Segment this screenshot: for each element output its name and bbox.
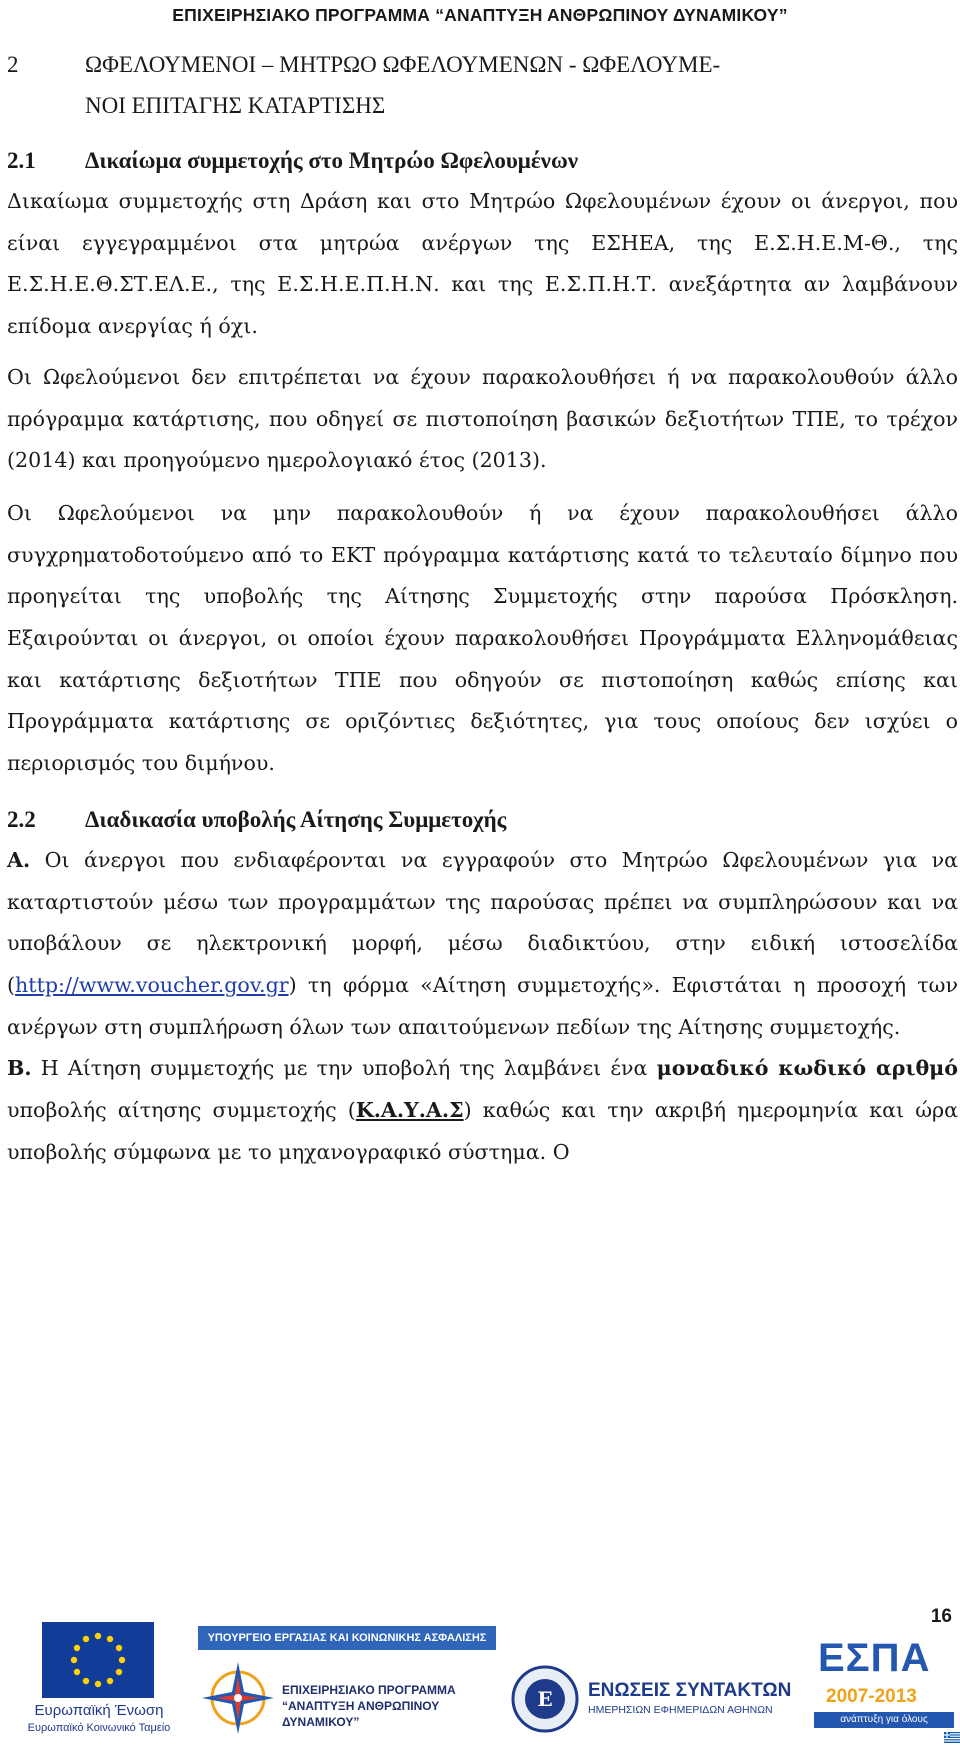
eu-fund-caption: Ευρωπαϊκό Κοινωνικό Ταμείο (27, 1722, 171, 1734)
paragraph-a (7, 840, 958, 1049)
subsection-2-1-heading (7, 140, 958, 181)
eu-logo (4, 1622, 194, 1740)
espa-logo (808, 1628, 958, 1740)
paragraph-b (7, 1048, 958, 1173)
document-body (7, 44, 958, 1184)
espa-years: 2007-2013 (826, 1686, 917, 1707)
section-number: 2 (7, 52, 19, 77)
unique-code-emphasis: μοναδικό κωδικό αριθμό (656, 1056, 958, 1081)
kayas-code: Κ.Α.Υ.Α.Σ (355, 1098, 464, 1123)
footer-logos (0, 1606, 960, 1742)
voucher-link[interactable]: http://www.voucher.gov.gr (15, 972, 289, 997)
eu-caption: Ευρωπαϊκή Ένωση (34, 1702, 164, 1719)
paragraph-a-label: Α. (7, 847, 31, 872)
operational-programme-title (282, 1682, 502, 1730)
espa-wordmark: ΕΣΠΑ (818, 1636, 931, 1680)
compass-logo-icon (198, 1658, 278, 1738)
greek-flag-icon (944, 1728, 960, 1739)
enoseis-title: ΕΝΩΣΕΙΣ ΣΥΝΤΑΚΤΩΝ (588, 1680, 792, 1701)
op-title-line1: ΕΠΙΧΕΙΡΗΣΙΑΚΟ ΠΡΟΓΡΑΜΜΑ (282, 1683, 456, 1697)
paragraph-no-concurrent-training: Οι Ωφελούμενοι να μην παρακολουθούν ή να έχουν παρακολουθήσει άλλο συγχρηματοδοτούμενο από το ΕΚΤ πρόγραμμα κατάρτισης κατά το τελευταίο δίμηνο που προηγείται της υποβολής της Αίτησης Συμμετοχής στην παρούσα Πρόσκληση. Εξαιρούνται οι άνεργοι, οι οποίοι έχουν παρακολουθήσει Προγράμματα Ελληνομάθειας και κατάρτισης δεξιοτήτων ΤΠΕ που οδηγούν σε πιστοποίηση καθώς επίσης και Προγράμματα κατάρτισης σε οριζόντιες δεξιότητες, για τους οποίους δεν ισχύει ο περιορισμός του διμήνου. (7, 500, 958, 776)
section-title-line1: ΩΦΕΛΟΥΜΕΝΟΙ – ΜΗΤΡΩΟ ΩΦΕΛΟΥΜΕΝΩΝ - ΩΦΕΛΟΥΜΕ- (85, 52, 721, 77)
op-title-line2: “ΑΝΑΠΤΥΞΗ ΑΝΘΡΩΠΙΝΟΥ ΔΥΝΑΜΙΚΟΥ” (282, 1699, 440, 1729)
page-number: 16 (930, 1606, 952, 1627)
subsection-number: 2.1 (7, 148, 36, 173)
eu-flag-icon (42, 1622, 154, 1698)
paragraph-no-prior-training: Οι Ωφελούμενοι δεν επιτρέπεται να έχουν παρακολουθήσει ή να παρακολουθούν άλλο πρόγραμμα κατάρτισης, που οδηγεί σε πιστοποίηση βασικών δεξιοτήτων ΤΠΕ, το τρέχον (2014) και προηγούμενο ημερολογιακό έτος (2013). (7, 364, 958, 473)
subsection-number: 2.2 (7, 806, 36, 832)
paragraph-eligibility: Δικαίωμα συμμετοχής στη Δράση και στο Μητρώο Ωφελουμένων έχουν οι άνεργοι, που είναι εγγεγραμμένοι στα μητρώα ανέργων της ΕΣΗΕΑ, της Ε.Σ.Η.Ε.Μ-Θ., της Ε.Σ.Η.Ε.Θ.ΣΤ.ΕΛ.Ε., της Ε.Σ.Η.Ε.Π.Η.Ν. και της Ε.Σ.Π.Η.Τ. ανεξάρτητα αν λαμβάνουν επίδομα ανεργίας ή όχι. (7, 189, 958, 339)
subsection-title: Διαδικασία υποβολής Αίτησης Συμμετοχής (85, 806, 507, 832)
enoseis-badge-icon (510, 1664, 580, 1734)
ministry-banner: ΥΠΟΥΡΓΕΙΟ ΕΡΓΑΣΙΑΣ ΚΑΙ ΚΟΙΝΩΝΙΚΗΣ ΑΣΦΑΛΙΣΗΣ (198, 1626, 496, 1650)
paragraph-a-text: Οι άνεργοι που ενδιαφέρονται να εγγραφούν στο Μητρώο Ωφελουμένων για να καταρτιστούν μέσω των προγραμμάτων της παρούσας πρέπει να συμπληρώσουν και να υποβάλουν σε ηλεκτρονική μορφή, μέσω διαδικτύου, στην ειδική ιστοσελίδα ( (7, 847, 958, 997)
paragraph-b-label: Β. (7, 1056, 32, 1081)
subsection-2-2-heading (7, 799, 958, 840)
paragraph-b-text: Η Αίτηση συμμετοχής με την υποβολή της λαμβάνει ένα (31, 1056, 657, 1081)
paragraph-a-text-after: ) τη φόρμα «Αίτηση συμμετοχής». Εφιστάται η προσοχή των ανέργων στη συμπλήρωση όλων των απαιτούμενων πεδίων της Αίτησης συμμετοχής. (7, 972, 958, 1039)
section-2-heading (7, 44, 958, 126)
subsection-title: Δικαίωμα συμμετοχής στο Μητρώο Ωφελουμένων (85, 148, 579, 173)
section-title-line2: ΝΟΙ ΕΠΙΤΑΓΗΣ ΚΑΤΑΡΤΙΣΗΣ (85, 93, 386, 118)
running-header: ΕΠΙΧΕΙΡΗΣΙΑΚΟ ΠΡΟΓΡΑΜΜΑ “ΑΝΑΠΤΥΞΗ ΑΝΘΡΩΠΙΝΟΥ ΔΥΝΑΜΙΚΟΥ” (172, 5, 788, 25)
section-title (85, 44, 720, 126)
paragraph-b-text2: υποβολής αίτησης συμμετοχής ( (7, 1098, 356, 1123)
espa-motto: ανάπτυξη για όλους (814, 1712, 954, 1728)
enoseis-subtitle: ΗΜΕΡΗΣΙΩΝ ΕΦΗΜΕΡΙΔΩΝ ΑΘΗΝΩΝ (588, 1704, 773, 1716)
paragraph-b-text3: ) καθώς και την ακριβή ημερομηνία και ώρα υποβολής σύμφωνα με το μηχανογραφικό σύστημα. Ο (7, 1098, 959, 1164)
svg-text:Ε: Ε (537, 1687, 553, 1711)
enoseis-logo (510, 1654, 810, 1734)
